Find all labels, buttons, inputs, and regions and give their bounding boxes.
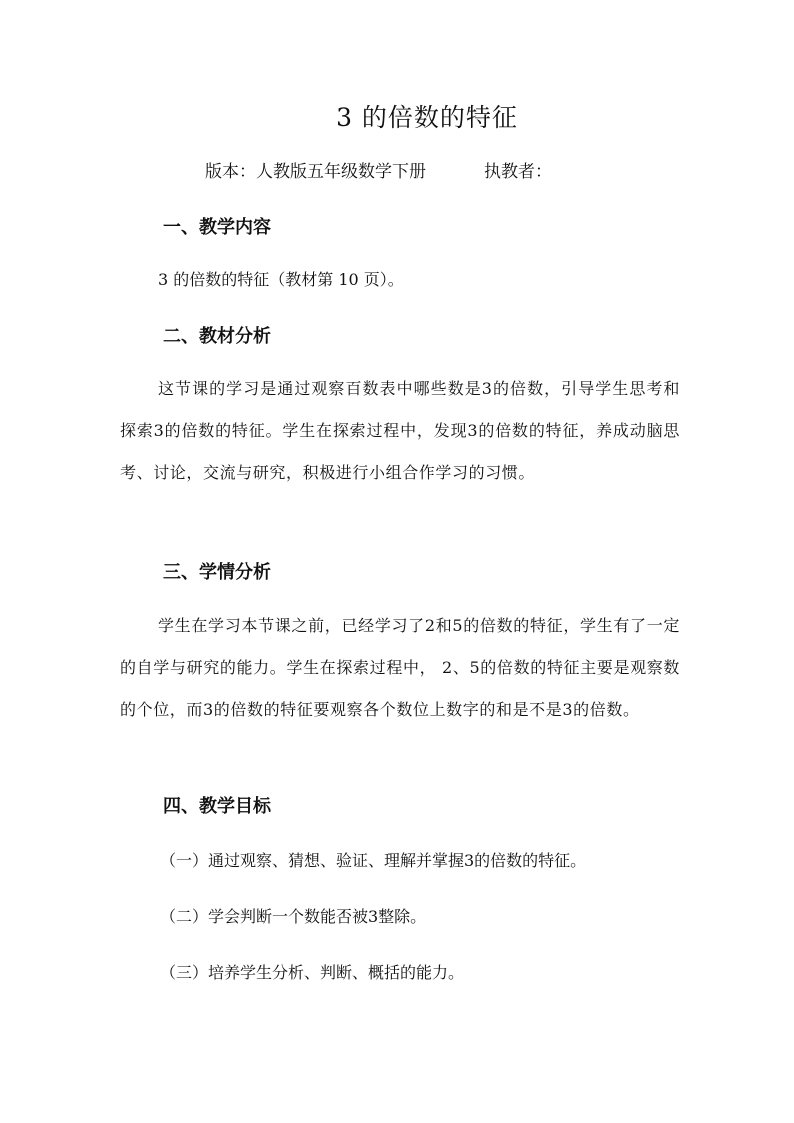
goal-item: （三）培养学生分析、判断、概括的能力。 xyxy=(160,963,465,982)
student-analysis-paragraph: 学生在学习本节课之前，已经学习了2和5的倍数的特征，学生有了一定的自学与研究的能力。学生在探索过程中， 2、5的倍数的特征主要是观察数的个位，而3的倍数的特征要观察各个数位上数字的和是不是3的倍数。 xyxy=(120,616,680,719)
goal-item: （二）学会判断一个数能否被3整除。 xyxy=(160,907,427,926)
section-heading-content: 一、教学内容 xyxy=(163,217,271,238)
section-heading-material-analysis: 二、教材分析 xyxy=(163,326,271,347)
edition-text: 版本：人教版五年级数学下册 xyxy=(205,162,426,182)
document-title: 3 的倍数的特征 xyxy=(336,103,518,132)
content-line: 3 的倍数的特征（教材第 10 页）。 xyxy=(158,270,404,289)
goal-item: （一）通过观察、猜想、验证、理解并掌握3的倍数的特征。 xyxy=(160,851,587,870)
section-heading-teaching-goals: 四、教学目标 xyxy=(163,796,271,817)
document-meta xyxy=(205,158,552,186)
teacher-text: 执教者： xyxy=(484,162,552,182)
section-heading-student-analysis: 三、学情分析 xyxy=(163,562,271,583)
material-analysis-paragraph: 这节课的学习是通过观察百数表中哪些数是3的倍数，引导学生思考和探索3的倍数的特征。学生在探索过程中，发现3的倍数的特征，养成动脑思考、讨论，交流与研究，积极进行小组合作学习的习惯。 xyxy=(120,379,680,482)
